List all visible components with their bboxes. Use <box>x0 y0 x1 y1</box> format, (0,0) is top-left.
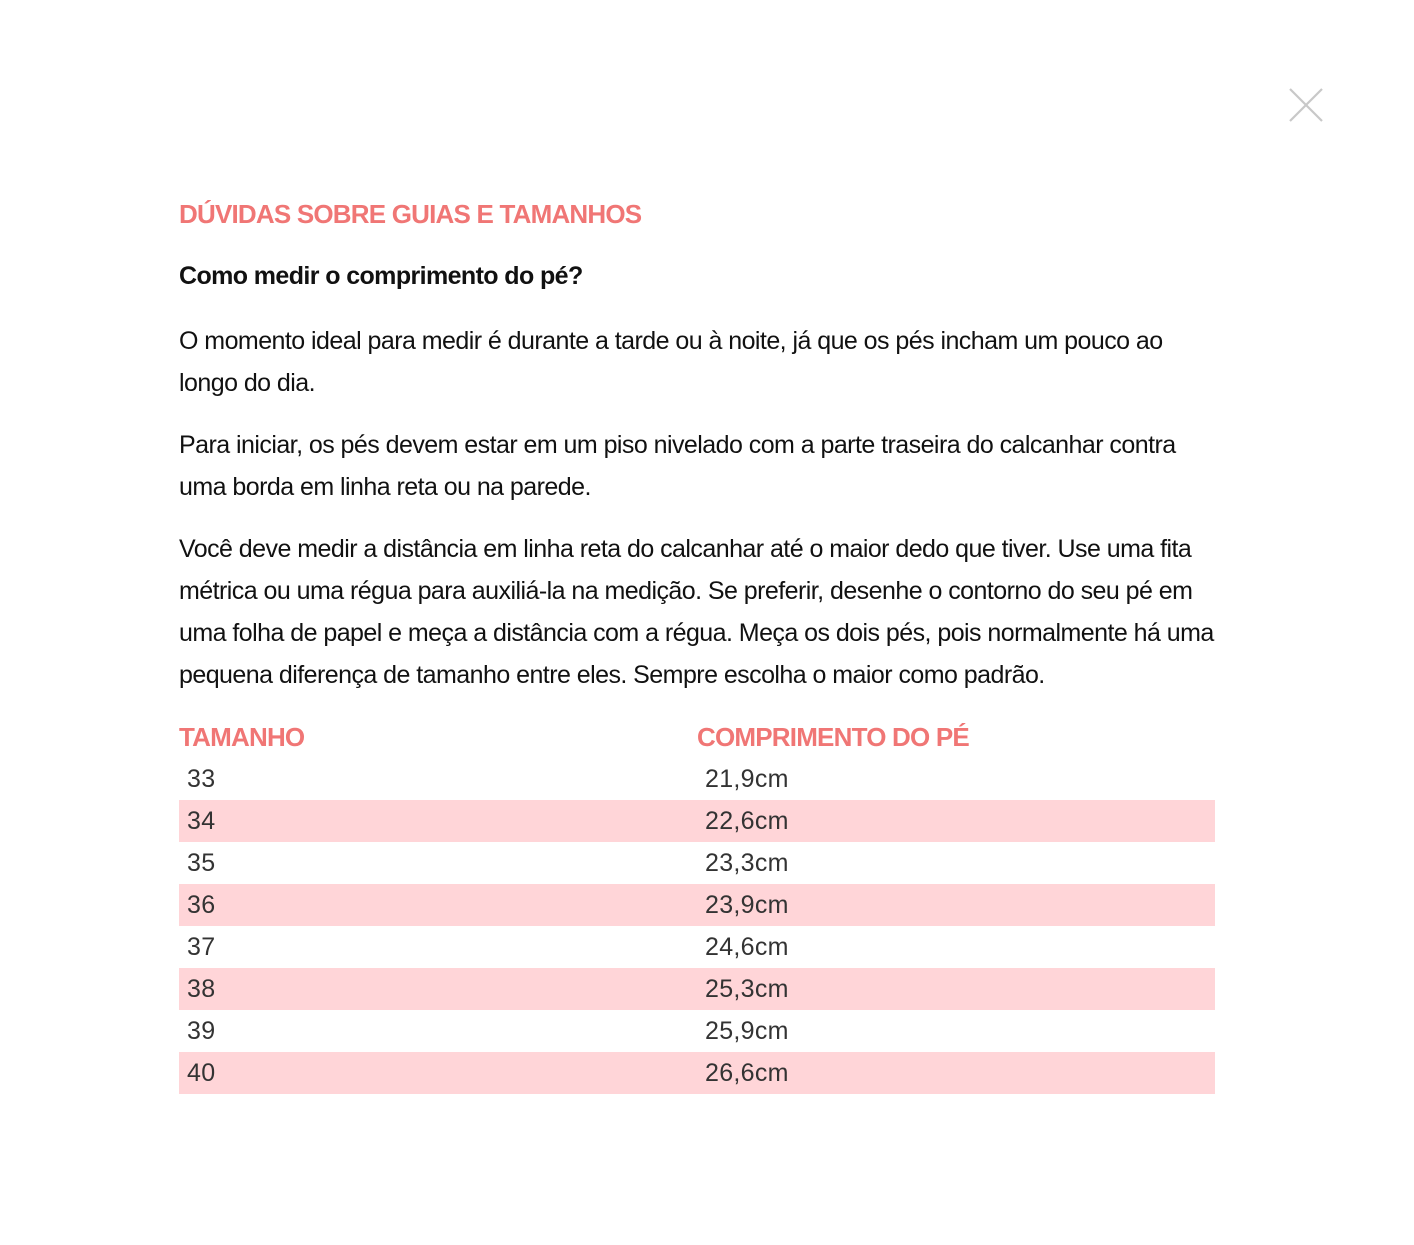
paragraph-positioning: Para iniciar, os pés devem estar em um piso nivelado com a parte traseira do calcanhar contra uma borda em linha reta ou na parede. <box>179 431 1176 501</box>
length-cell: 26,6cm <box>705 1058 789 1087</box>
size-guide-content <box>179 196 1215 1094</box>
length-cell: 23,9cm <box>705 890 789 919</box>
table-header <box>179 716 1215 758</box>
length-cell: 22,6cm <box>705 806 789 835</box>
size-cell: 39 <box>187 1016 216 1045</box>
page-title: DÚVIDAS SOBRE GUIAS E TAMANHOS <box>179 199 642 229</box>
size-cell: 38 <box>187 974 216 1003</box>
size-cell: 35 <box>187 848 216 877</box>
size-table <box>179 716 1215 1094</box>
length-cell: 21,9cm <box>705 764 789 793</box>
close-icon <box>1287 86 1325 124</box>
table-row <box>179 884 1215 926</box>
table-row <box>179 1052 1215 1094</box>
length-cell: 25,3cm <box>705 974 789 1003</box>
length-cell: 24,6cm <box>705 932 789 961</box>
table-row <box>179 968 1215 1010</box>
size-cell: 40 <box>187 1058 216 1087</box>
table-row <box>179 926 1215 968</box>
size-cell: 33 <box>187 764 216 793</box>
paragraph-measuring: Você deve medir a distância em linha reta do calcanhar até o maior dedo que tiver. Use uma fita métrica ou uma régua para auxiliá-la na medição. Se preferir, desenhe o contorno do seu pé em uma folha de papel e meça a distância com a régua. Meça os dois pés, pois normalmente há uma pequena diferença de tamanho entre eles. Sempre escolha o maior como padrão. <box>179 535 1214 689</box>
length-cell: 25,9cm <box>705 1016 789 1045</box>
close-button[interactable] <box>1287 86 1325 124</box>
paragraph-timing: O momento ideal para medir é durante a tarde ou à noite, já que os pés incham um pouco ao longo do dia. <box>179 327 1163 397</box>
question-heading: Como medir o comprimento do pé? <box>179 262 583 290</box>
size-cell: 36 <box>187 890 216 919</box>
column-header-foot-length: COMPRIMENTO DO PÉ <box>697 721 969 752</box>
length-cell: 23,3cm <box>705 848 789 877</box>
size-cell: 34 <box>187 806 216 835</box>
table-row <box>179 800 1215 842</box>
table-row <box>179 842 1215 884</box>
table-body <box>179 758 1215 1094</box>
table-row <box>179 758 1215 800</box>
column-header-size: TAMANHO <box>179 721 305 752</box>
table-row <box>179 1010 1215 1052</box>
size-cell: 37 <box>187 932 216 961</box>
